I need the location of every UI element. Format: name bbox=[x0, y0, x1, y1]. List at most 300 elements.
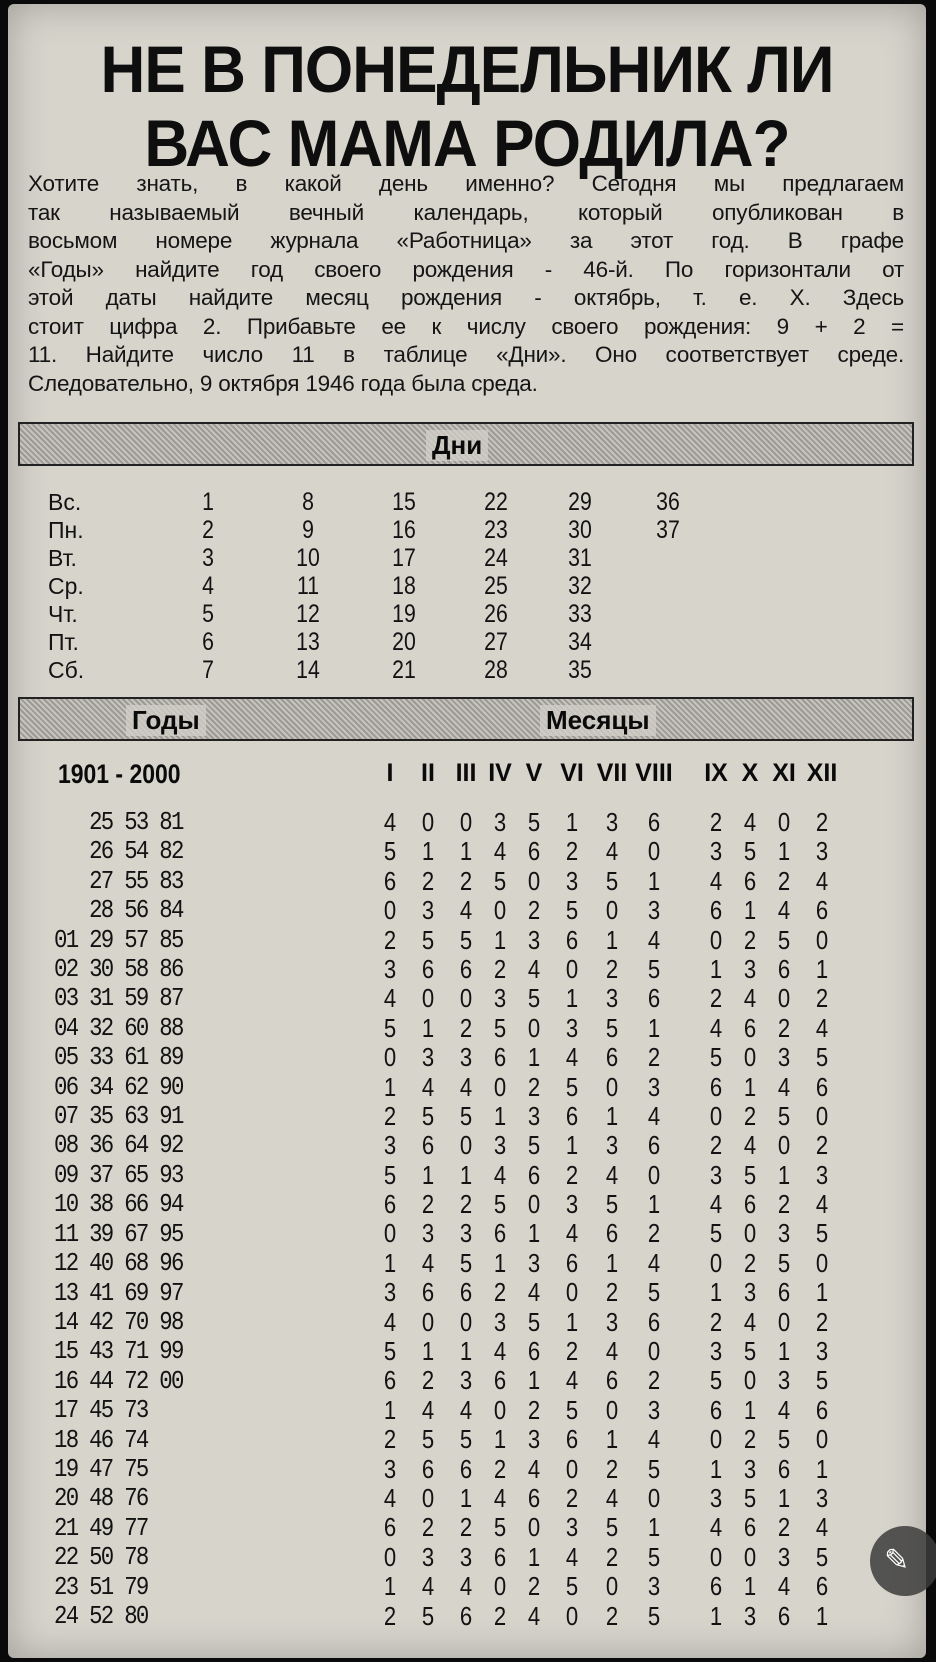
month-code: 3 bbox=[709, 836, 723, 867]
month-label: VI bbox=[560, 759, 584, 787]
month-code: 4 bbox=[709, 1012, 723, 1043]
month-code: 6 bbox=[777, 1600, 791, 1631]
month-code: 1 bbox=[647, 1512, 661, 1543]
month-code: 0 bbox=[647, 836, 661, 867]
month-code: 2 bbox=[421, 865, 435, 896]
month-label: I bbox=[386, 759, 394, 787]
edit-glyph: ✎ bbox=[884, 1544, 910, 1577]
day-number: 35 bbox=[568, 656, 592, 684]
month-code: 6 bbox=[527, 836, 541, 867]
month-code: 2 bbox=[421, 1365, 435, 1396]
month-code: 4 bbox=[647, 1424, 661, 1455]
month-code: 6 bbox=[565, 924, 579, 955]
month-code: 4 bbox=[493, 1336, 507, 1367]
month-code: 0 bbox=[459, 807, 473, 837]
month-code: 2 bbox=[527, 895, 541, 926]
month-code: 2 bbox=[743, 1100, 757, 1131]
month-code: 0 bbox=[647, 1336, 661, 1367]
month-code: 5 bbox=[743, 1336, 757, 1367]
month-code: 1 bbox=[743, 895, 757, 926]
month-code: 5 bbox=[565, 1571, 579, 1602]
month-code: 4 bbox=[743, 1306, 757, 1337]
month-code: 1 bbox=[383, 1394, 397, 1425]
month-code: 5 bbox=[459, 1424, 473, 1455]
years-row: 17 45 73 bbox=[54, 1395, 148, 1426]
month-code: 6 bbox=[383, 1189, 397, 1220]
month-code: 3 bbox=[743, 1453, 757, 1484]
month-code: 1 bbox=[527, 1218, 541, 1249]
month-code: 3 bbox=[605, 983, 619, 1014]
day-name: Вт. bbox=[48, 545, 77, 571]
day-number: 13 bbox=[296, 628, 320, 656]
month-code: 6 bbox=[815, 1071, 829, 1102]
month-code: 0 bbox=[709, 1541, 723, 1572]
day-number: 29 bbox=[568, 488, 592, 516]
intro-line: этой даты найдите месяц рождения - октябрь, т. е. Х. Здесь bbox=[28, 285, 904, 310]
month-code: 6 bbox=[527, 1482, 541, 1513]
month-code: 6 bbox=[421, 1130, 435, 1161]
month-code: 6 bbox=[605, 1365, 619, 1396]
month-code: 3 bbox=[709, 1482, 723, 1513]
years-table bbox=[54, 808, 183, 1631]
month-code: 2 bbox=[647, 1365, 661, 1396]
years-row: 08 36 64 92 bbox=[54, 1130, 183, 1161]
month-code: 3 bbox=[565, 1189, 579, 1220]
month-code: 5 bbox=[383, 1012, 397, 1043]
month-code: 2 bbox=[421, 1512, 435, 1543]
headline-line-2: ВАС МАМА РОДИЛА? bbox=[144, 106, 790, 180]
month-code: 0 bbox=[565, 1453, 579, 1484]
day-number: 26 bbox=[484, 600, 508, 628]
month-code: 6 bbox=[647, 983, 661, 1014]
day-number: 16 bbox=[392, 516, 416, 544]
day-number: 2 bbox=[202, 516, 214, 544]
years-range: 1901 - 2000 bbox=[58, 759, 181, 789]
month-code: 2 bbox=[493, 1600, 507, 1631]
month-code: 5 bbox=[743, 836, 757, 867]
month-label: II bbox=[421, 759, 435, 787]
years-row: 15 43 71 99 bbox=[54, 1336, 183, 1367]
month-code: 5 bbox=[605, 865, 619, 896]
month-code: 4 bbox=[527, 1600, 541, 1631]
years-row: 28 56 84 bbox=[54, 895, 183, 926]
month-code: 5 bbox=[815, 1218, 829, 1249]
month-code: 5 bbox=[421, 1100, 435, 1131]
years-row: 03 31 59 87 bbox=[54, 983, 183, 1014]
month-code: 5 bbox=[493, 1012, 507, 1043]
month-code: 6 bbox=[527, 1159, 541, 1190]
month-code: 5 bbox=[777, 924, 791, 955]
month-label: XI bbox=[772, 759, 796, 787]
newspaper-clipping bbox=[8, 4, 926, 1658]
month-code: 6 bbox=[421, 953, 435, 984]
month-code: 6 bbox=[565, 1100, 579, 1131]
month-code: 3 bbox=[527, 924, 541, 955]
month-code: 4 bbox=[383, 807, 397, 837]
month-code: 0 bbox=[815, 924, 829, 955]
years-row: 04 32 60 88 bbox=[54, 1012, 183, 1043]
month-code: 2 bbox=[383, 1100, 397, 1131]
month-code: 2 bbox=[777, 1012, 791, 1043]
day-number: 5 bbox=[202, 600, 214, 628]
month-code: 3 bbox=[815, 836, 829, 867]
month-code: 5 bbox=[647, 1277, 661, 1308]
month-code: 3 bbox=[493, 983, 507, 1014]
month-code: 5 bbox=[527, 1306, 541, 1337]
day-number: 34 bbox=[568, 628, 592, 656]
month-code: 6 bbox=[815, 895, 829, 926]
day-number-column bbox=[475, 488, 518, 684]
years-row: 21 49 77 bbox=[54, 1512, 148, 1543]
month-code: 2 bbox=[493, 953, 507, 984]
years-row: 14 42 70 98 bbox=[54, 1306, 183, 1337]
month-code: 6 bbox=[647, 807, 661, 837]
day-number: 8 bbox=[302, 488, 314, 516]
month-code: 1 bbox=[777, 1482, 791, 1513]
month-code: 5 bbox=[815, 1541, 829, 1572]
month-code: 5 bbox=[459, 1247, 473, 1278]
month-code: 2 bbox=[605, 1541, 619, 1572]
day-number: 33 bbox=[568, 600, 592, 628]
years-row: 06 34 62 90 bbox=[54, 1071, 183, 1102]
month-code: 0 bbox=[743, 1218, 757, 1249]
month-code: 0 bbox=[493, 1071, 507, 1102]
month-code: 5 bbox=[493, 865, 507, 896]
day-name: Вс. bbox=[48, 489, 82, 515]
month-code: 2 bbox=[421, 1189, 435, 1220]
month-code: 4 bbox=[527, 1277, 541, 1308]
month-code: 6 bbox=[565, 1424, 579, 1455]
month-code: 0 bbox=[459, 1130, 473, 1161]
month-label: VII bbox=[596, 759, 628, 787]
days-section-header bbox=[18, 422, 914, 466]
month-code: 0 bbox=[421, 1482, 435, 1513]
month-code: 0 bbox=[493, 895, 507, 926]
day-number: 17 bbox=[392, 544, 416, 572]
months-title: Месяцы bbox=[540, 705, 656, 736]
month-code: 4 bbox=[565, 1365, 579, 1396]
month-code: 0 bbox=[493, 1571, 507, 1602]
month-code: 6 bbox=[709, 895, 723, 926]
month-code: 4 bbox=[709, 1512, 723, 1543]
month-code: 1 bbox=[493, 1247, 507, 1278]
month-code: 2 bbox=[743, 924, 757, 955]
month-code: 1 bbox=[421, 1159, 435, 1190]
intro-line: Хотите знать, в какой день именно? Сегодня мы предлагаем bbox=[28, 171, 904, 196]
month-code: 3 bbox=[709, 1159, 723, 1190]
month-code: 0 bbox=[777, 1130, 791, 1161]
years-row: 07 35 63 91 bbox=[54, 1101, 183, 1132]
day-number bbox=[647, 572, 690, 600]
month-code: 2 bbox=[527, 1071, 541, 1102]
month-code: 0 bbox=[743, 1042, 757, 1073]
month-code: 2 bbox=[815, 983, 829, 1014]
years-row: 16 44 72 00 bbox=[54, 1365, 183, 1396]
month-code: 0 bbox=[777, 1306, 791, 1337]
day-number: 25 bbox=[484, 572, 508, 600]
month-code: 6 bbox=[743, 1512, 757, 1543]
month-code: 1 bbox=[527, 1365, 541, 1396]
day-name: Чт. bbox=[48, 601, 78, 627]
month-code: 2 bbox=[743, 1247, 757, 1278]
month-code: 6 bbox=[605, 1042, 619, 1073]
month-code: 6 bbox=[383, 1365, 397, 1396]
month-code: 5 bbox=[605, 1189, 619, 1220]
month-label: IX bbox=[704, 759, 728, 787]
month-code: 5 bbox=[383, 1159, 397, 1190]
month-code: 6 bbox=[565, 1247, 579, 1278]
month-code: 5 bbox=[709, 1042, 723, 1073]
month-code: 2 bbox=[605, 1277, 619, 1308]
month-code: 4 bbox=[421, 1071, 435, 1102]
month-code: 5 bbox=[605, 1012, 619, 1043]
month-code: 4 bbox=[605, 1482, 619, 1513]
month-code: 4 bbox=[777, 1571, 791, 1602]
month-code: 0 bbox=[527, 865, 541, 896]
day-number: 15 bbox=[392, 488, 416, 516]
day-name: Сб. bbox=[48, 657, 85, 683]
month-code: 2 bbox=[383, 1424, 397, 1455]
month-code: 3 bbox=[647, 1394, 661, 1425]
month-code: 0 bbox=[565, 1600, 579, 1631]
day-name: Ср. bbox=[48, 573, 84, 599]
day-number: 22 bbox=[484, 488, 508, 516]
intro-line: стоит цифра 2. Прибавьте ее к числу своего рождения: 9 + 2 = bbox=[28, 313, 904, 339]
day-number: 18 bbox=[392, 572, 416, 600]
month-code: 6 bbox=[383, 1512, 397, 1543]
day-number: 10 bbox=[296, 544, 320, 572]
month-code: 4 bbox=[815, 1512, 829, 1543]
month-code: 4 bbox=[777, 1394, 791, 1425]
month-code: 4 bbox=[459, 895, 473, 926]
month-code: 3 bbox=[459, 1365, 473, 1396]
intro-line: так называемый вечный календарь, который опубликован в bbox=[28, 199, 904, 225]
month-code: 0 bbox=[815, 1100, 829, 1131]
month-code: 2 bbox=[459, 1189, 473, 1220]
month-code: 3 bbox=[777, 1218, 791, 1249]
month-code: 5 bbox=[459, 924, 473, 955]
month-code: 6 bbox=[459, 1277, 473, 1308]
month-code: 4 bbox=[565, 1541, 579, 1572]
day-name: Пн. bbox=[48, 517, 84, 543]
month-code: 4 bbox=[815, 1012, 829, 1043]
month-code: 2 bbox=[459, 865, 473, 896]
month-code: 2 bbox=[565, 836, 579, 867]
month-code: 1 bbox=[777, 1336, 791, 1367]
month-code: 1 bbox=[527, 1042, 541, 1073]
month-code: 1 bbox=[605, 1247, 619, 1278]
month-code: 5 bbox=[565, 1071, 579, 1102]
month-code: 1 bbox=[383, 1247, 397, 1278]
month-code: 6 bbox=[709, 1394, 723, 1425]
month-code: 3 bbox=[383, 1453, 397, 1484]
month-code: 4 bbox=[493, 1159, 507, 1190]
month-code: 1 bbox=[459, 836, 473, 867]
month-code: 3 bbox=[777, 1042, 791, 1073]
month-code: 4 bbox=[565, 1218, 579, 1249]
month-label: III bbox=[455, 759, 477, 787]
month-code: 0 bbox=[605, 1571, 619, 1602]
day-number: 27 bbox=[484, 628, 508, 656]
month-code: 2 bbox=[815, 1130, 829, 1161]
month-code: 1 bbox=[527, 1541, 541, 1572]
month-code: 4 bbox=[421, 1247, 435, 1278]
month-code: 0 bbox=[527, 1189, 541, 1220]
month-code: 4 bbox=[743, 807, 757, 837]
month-code: 2 bbox=[527, 1571, 541, 1602]
month-code: 5 bbox=[493, 1512, 507, 1543]
month-code: 2 bbox=[647, 1042, 661, 1073]
month-code: 0 bbox=[709, 1247, 723, 1278]
day-number: 19 bbox=[392, 600, 416, 628]
month-code: 3 bbox=[527, 1100, 541, 1131]
month-code: 1 bbox=[647, 865, 661, 896]
month-code: 3 bbox=[383, 1277, 397, 1308]
month-code: 4 bbox=[383, 983, 397, 1014]
month-code: 3 bbox=[493, 807, 507, 837]
month-code: 3 bbox=[709, 1336, 723, 1367]
month-code: 0 bbox=[777, 983, 791, 1014]
month-label: XII bbox=[806, 759, 838, 787]
years-row: 25 53 81 bbox=[54, 807, 183, 837]
month-code: 0 bbox=[605, 895, 619, 926]
month-code: 4 bbox=[459, 1394, 473, 1425]
month-code: 5 bbox=[527, 983, 541, 1014]
years-row: 23 51 79 bbox=[54, 1571, 148, 1602]
years-row: 13 41 69 97 bbox=[54, 1277, 183, 1308]
month-code: 5 bbox=[647, 1453, 661, 1484]
month-code: 4 bbox=[459, 1571, 473, 1602]
month-code: 5 bbox=[777, 1100, 791, 1131]
month-code: 6 bbox=[383, 865, 397, 896]
month-code: 0 bbox=[383, 1541, 397, 1572]
month-code: 5 bbox=[421, 1424, 435, 1455]
month-code: 3 bbox=[605, 1306, 619, 1337]
month-code: 3 bbox=[743, 1600, 757, 1631]
month-code: 5 bbox=[647, 1541, 661, 1572]
month-code: 2 bbox=[777, 1189, 791, 1220]
month-code: 5 bbox=[647, 1600, 661, 1631]
month-code: 5 bbox=[527, 807, 541, 837]
month-code: 4 bbox=[527, 953, 541, 984]
day-number: 32 bbox=[568, 572, 592, 600]
years-row: 19 47 75 bbox=[54, 1453, 148, 1484]
month-code: 1 bbox=[605, 924, 619, 955]
month-code: 3 bbox=[459, 1218, 473, 1249]
month-code: 1 bbox=[743, 1571, 757, 1602]
month-code: 0 bbox=[421, 1306, 435, 1337]
month-code: 0 bbox=[565, 1277, 579, 1308]
month-code: 3 bbox=[605, 1130, 619, 1161]
month-code: 2 bbox=[605, 1453, 619, 1484]
month-code: 0 bbox=[647, 1482, 661, 1513]
years-row: 02 30 58 86 bbox=[54, 954, 183, 985]
month-label: X bbox=[741, 759, 759, 787]
month-code: 1 bbox=[815, 1600, 829, 1631]
intro-line: Следовательно, 9 октября 1946 года была среда. bbox=[28, 370, 538, 396]
month-code: 2 bbox=[605, 953, 619, 984]
years-row: 26 54 82 bbox=[54, 836, 183, 867]
month-code: 2 bbox=[493, 1277, 507, 1308]
month-code: 2 bbox=[565, 1159, 579, 1190]
day-number: 28 bbox=[484, 656, 508, 684]
month-code: 0 bbox=[383, 1218, 397, 1249]
month-code: 4 bbox=[777, 1071, 791, 1102]
month-code: 6 bbox=[815, 1394, 829, 1425]
month-code: 3 bbox=[565, 1012, 579, 1043]
month-code: 4 bbox=[527, 1453, 541, 1484]
month-code: 1 bbox=[777, 836, 791, 867]
month-code: 6 bbox=[709, 1071, 723, 1102]
month-code: 2 bbox=[777, 1512, 791, 1543]
month-code: 4 bbox=[743, 1130, 757, 1161]
month-code: 0 bbox=[527, 1512, 541, 1543]
month-code: 3 bbox=[527, 1247, 541, 1278]
day-number: 23 bbox=[484, 516, 508, 544]
month-code: 1 bbox=[647, 1012, 661, 1043]
intro-paragraph bbox=[28, 170, 904, 398]
edit-icon[interactable] bbox=[870, 1526, 936, 1596]
month-code: 3 bbox=[647, 895, 661, 926]
month-code: 0 bbox=[421, 807, 435, 837]
month-code: 6 bbox=[421, 1453, 435, 1484]
month-code: 3 bbox=[421, 1042, 435, 1073]
month-code: 1 bbox=[605, 1100, 619, 1131]
years-months-header bbox=[18, 697, 914, 741]
day-number: 4 bbox=[202, 572, 214, 600]
month-code: 6 bbox=[743, 1189, 757, 1220]
month-code: 0 bbox=[383, 1042, 397, 1073]
month-code: 2 bbox=[383, 924, 397, 955]
month-code: 4 bbox=[459, 1071, 473, 1102]
month-code: 1 bbox=[421, 1336, 435, 1367]
month-code: 0 bbox=[709, 1424, 723, 1455]
month-code: 1 bbox=[815, 1453, 829, 1484]
month-code: 4 bbox=[383, 1482, 397, 1513]
day-number: 9 bbox=[302, 516, 314, 544]
month-code: 3 bbox=[421, 1218, 435, 1249]
month-code: 2 bbox=[709, 1306, 723, 1337]
month-code: 0 bbox=[815, 1247, 829, 1278]
month-code: 0 bbox=[383, 895, 397, 926]
month-code: 4 bbox=[605, 1336, 619, 1367]
month-code: 2 bbox=[565, 1336, 579, 1367]
month-code: 6 bbox=[647, 1130, 661, 1161]
month-code: 3 bbox=[459, 1541, 473, 1572]
month-code: 4 bbox=[605, 1159, 619, 1190]
month-code: 5 bbox=[647, 953, 661, 984]
headline bbox=[36, 32, 899, 180]
headline-line-1: НЕ В ПОНЕДЕЛЬНИК ЛИ bbox=[100, 32, 834, 106]
month-code: 0 bbox=[527, 1012, 541, 1043]
month-code: 1 bbox=[565, 983, 579, 1014]
month-code: 4 bbox=[743, 983, 757, 1014]
month-code: 4 bbox=[815, 865, 829, 896]
day-number: 30 bbox=[568, 516, 592, 544]
month-code: 1 bbox=[493, 1424, 507, 1455]
month-code: 6 bbox=[647, 1306, 661, 1337]
month-code: 1 bbox=[777, 1159, 791, 1190]
month-code: 1 bbox=[709, 953, 723, 984]
day-number-column bbox=[287, 488, 330, 684]
month-code: 5 bbox=[421, 924, 435, 955]
day-number bbox=[647, 544, 690, 572]
month-code: 4 bbox=[605, 836, 619, 867]
day-number bbox=[647, 628, 690, 656]
month-code: 6 bbox=[743, 865, 757, 896]
month-code: 3 bbox=[743, 1277, 757, 1308]
years-row: 09 37 65 93 bbox=[54, 1159, 183, 1190]
